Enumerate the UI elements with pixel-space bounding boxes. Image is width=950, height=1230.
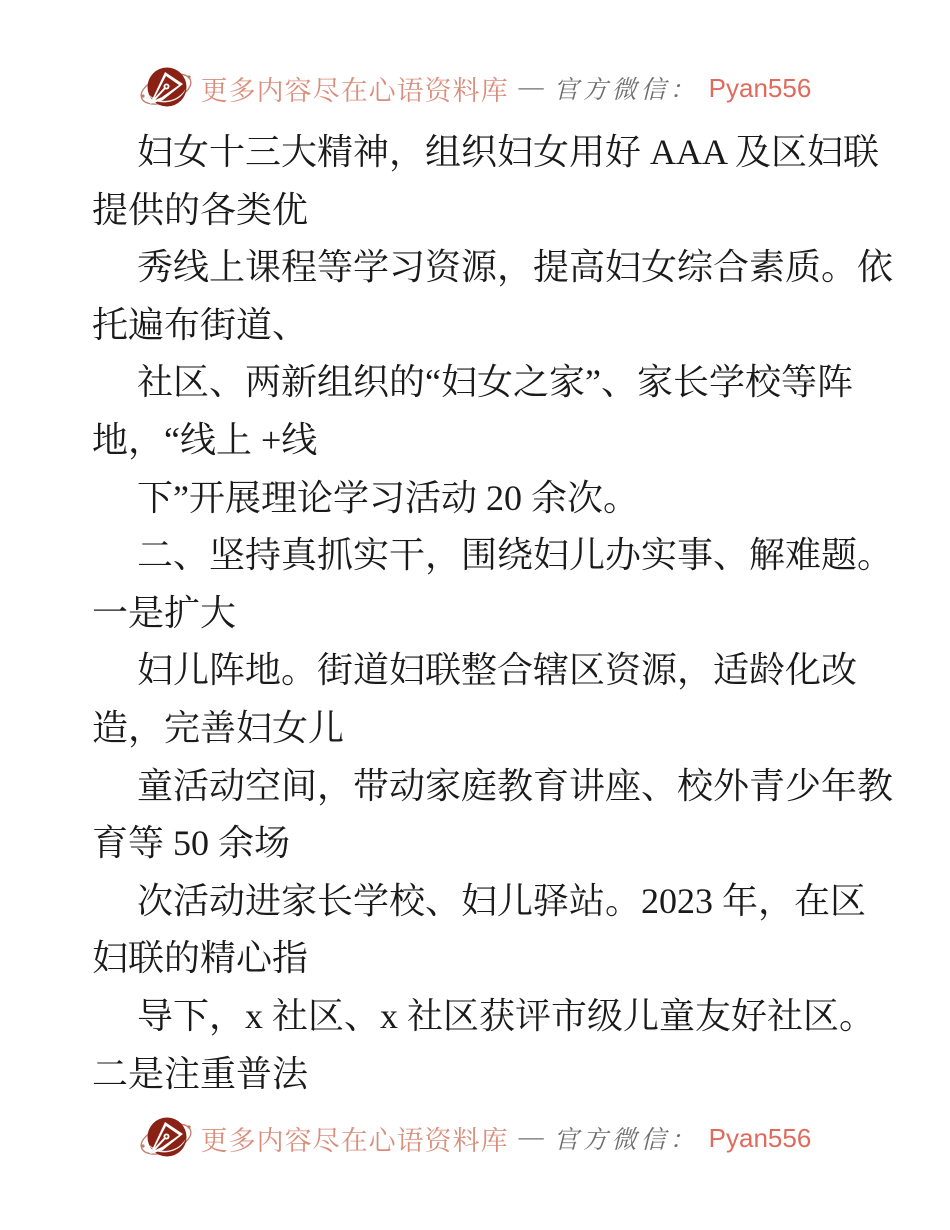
pen-nib-logo-icon [139,1112,193,1164]
document-body [0,124,950,1103]
text-line: 育等 50 余场 [92,823,291,864]
watermark-channel-label: 官方微信： [553,77,699,104]
text-line: 妇女十三大精神，组织妇女用好 AAA 及区妇联 [137,132,880,172]
pen-nib-logo-icon [139,62,193,114]
watermark-channel-label: 官方微信： [553,1127,699,1154]
text-line: 地，“线上 +线 [92,419,318,460]
watermark-brand-text: 更多内容尽在心语资料库 [200,75,509,106]
text-line: 二、坚持真抓实干，围绕妇儿办实事、解难题。 [137,535,894,576]
watermark-account: Pyan556 [708,1122,812,1153]
watermark-footer [0,1110,950,1166]
text-line: 托遍布街道、 [92,304,309,345]
text-line: 妇联的精心指 [92,938,309,979]
text-line: 次活动进家长学校、妇儿驿站。2023 年，在区 [137,880,867,921]
text-line: 造，完善妇女儿 [92,707,345,748]
text-line: 导下，x 社区、x 社区获评市级儿童友好社区。 [137,995,876,1036]
text-line: 秀线上课程等学习资源，提高妇女综合素质。依 [137,247,894,288]
watermark-header [0,60,950,116]
watermark-dash: — [518,1124,544,1151]
watermark-dash: — [518,74,544,101]
watermark-brand-text: 更多内容尽在心语资料库 [200,1125,509,1156]
text-line: 一是扩大 [92,592,237,633]
watermark-account: Pyan556 [708,72,812,103]
text-line: 妇儿阵地。街道妇联整合辖区资源，适龄化改 [137,650,858,691]
text-line: 二是注重普法 [92,1053,309,1094]
text-line: 社区、两新组织的“妇女之家”、家长学校等阵 [137,362,853,403]
text-line: 下”开展理论学习活动 20 余次。 [137,477,639,518]
text-line: 提供的各类优 [92,189,309,230]
text-line: 童活动空间，带动家庭教育讲座、校外青少年教 [137,765,894,806]
